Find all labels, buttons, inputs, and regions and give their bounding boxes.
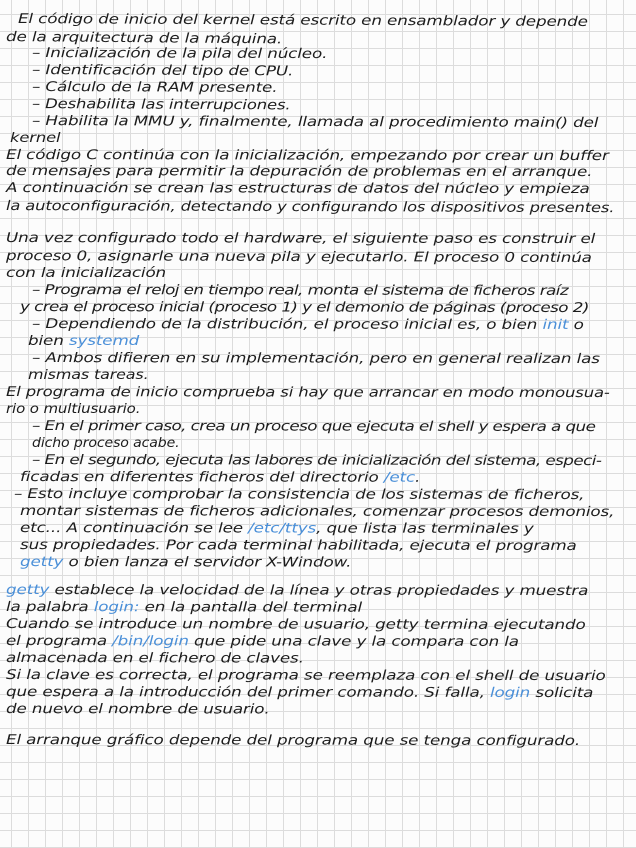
note-text: – En el primer caso, crea un proceso que ejecuta el shell y espera a que: [31, 419, 596, 435]
note-line: [32, 283, 568, 300]
note-text: que pide una clave y la compara con la: [188, 634, 519, 650]
note-text: solicita: [530, 685, 594, 702]
note-text: la palabra: [5, 600, 94, 616]
note-text: – En el segundo, ejecuta las labores de inicialización del sistema, especi-: [31, 453, 602, 469]
note-line: [6, 651, 304, 668]
note-line: [20, 521, 534, 538]
highlighted-term: getty: [19, 555, 64, 571]
note-text: El código C continúa con la inicialización, empezando por crear un buffer: [5, 148, 609, 165]
note-line: [20, 538, 577, 555]
note-text: o bien lanza el servidor X-Window.: [63, 555, 352, 571]
note-text: El programa de inicio comprueba si hay que arrancar en modo monousua-: [5, 385, 610, 402]
highlighted-term: /etc: [383, 470, 416, 486]
note-line: [6, 231, 595, 248]
note-text: de mensajes para permitir la depuración de problemas en el arranque.: [5, 164, 593, 181]
note-text: bien: [28, 334, 69, 349]
note-text: en la pantalla del terminal: [139, 600, 363, 616]
note-line: [6, 685, 593, 702]
note-line: [18, 12, 588, 31]
note-text: El arranque gráfico depende del programa que se tenga configurado.: [5, 733, 581, 750]
note-text: kernel: [10, 131, 61, 146]
note-line: [6, 583, 588, 600]
note-line: [32, 63, 293, 80]
note-text: – Identificación del tipo de CPU.: [31, 63, 294, 80]
note-text: El código de inicio del kernel está escrito en ensamblador y depende: [17, 12, 588, 30]
note-line: [32, 419, 595, 436]
note-text: , que lista las terminales y: [316, 521, 534, 537]
note-text: la autoconfiguración, detectando y configurando los dispositivos presentes.: [5, 199, 615, 217]
note-text: con la inicialización: [6, 266, 167, 281]
note-text: mismas tareas.: [28, 368, 149, 383]
note-line: [32, 453, 601, 470]
note-text: ficadas en diferentes ficheros del directorio: [19, 470, 384, 486]
note-text: – Cálculo de la RAM presente.: [31, 80, 278, 96]
note-text: – Deshabilita las interrupciones.: [31, 97, 291, 114]
highlighted-term: getty: [5, 583, 50, 599]
highlighted-term: /bin/login: [112, 634, 189, 650]
note-text: – Programa el reloj en tiempo real, monta el sistema de ficheros raíz: [31, 283, 569, 299]
note-line: [6, 181, 590, 198]
note-line: [32, 436, 180, 452]
note-line: [6, 199, 614, 217]
note-line: [6, 266, 166, 282]
note-text: el programa: [5, 634, 113, 650]
note-line: [28, 368, 149, 384]
note-line: [14, 487, 584, 504]
note-line: [6, 385, 610, 402]
note-line: [6, 164, 592, 181]
note-text: – Habilita la MMU y, finalmente, llamada al procedimiento main() del: [31, 114, 599, 131]
note-line: [32, 97, 291, 114]
note-line: [28, 334, 139, 350]
highlighted-term: /etc/ttys: [248, 521, 317, 537]
note-text: establece la velocidad de la línea y otras propiedades y muestra: [49, 583, 589, 600]
note-line: [32, 46, 327, 63]
note-line: [20, 504, 614, 521]
note-line: [6, 600, 362, 617]
note-line: [32, 351, 600, 368]
note-text: dicho proceso acabe.: [32, 436, 180, 451]
note-text: Si la clave es correcta, el programa se reemplaza con el shell de usuario: [5, 668, 606, 685]
note-line: [6, 148, 609, 165]
highlighted-term: login:: [93, 600, 140, 616]
note-line: [6, 668, 606, 685]
note-line: [6, 617, 586, 634]
note-text: – Ambos difieren en su implementación, pero en general realizan las: [31, 351, 600, 367]
note-line: [20, 300, 589, 317]
note-line: [6, 634, 519, 651]
note-line: [20, 555, 351, 572]
note-text: sus propiedades. Por cada terminal habilitada, ejecuta el programa: [19, 538, 577, 554]
note-text: etc... A continuación se lee: [19, 521, 249, 537]
note-text: – Esto incluye comprobar la consistencia de los sistemas de ficheros,: [13, 487, 585, 503]
note-text: montar sistemas de ficheros adicionales, comenzar procesos demonios,: [19, 504, 615, 521]
highlighted-term: systemd: [68, 334, 140, 349]
highlighted-term: init: [542, 317, 569, 333]
note-text: Una vez configurado todo el hardware, el siguiente paso es construir el: [5, 231, 596, 248]
note-line: [6, 249, 592, 267]
note-line: [10, 131, 60, 147]
note-line: [20, 470, 420, 487]
note-text: rio o multiusuario.: [6, 402, 141, 417]
note-line: [6, 733, 580, 750]
note-text: que espera a la introducción del primer comando. Si falla,: [5, 685, 491, 701]
note-line: [6, 702, 270, 718]
note-text: y crea el proceso inicial (proceso 1) y el demonio de páginas (proceso 2): [19, 300, 589, 316]
note-text: Cuando se introduce un nombre de usuario, getty termina ejecutando: [5, 617, 586, 634]
note-line: [32, 114, 598, 132]
note-line: [32, 80, 277, 97]
note-line: [6, 402, 140, 418]
note-text: de la arquitectura de la máquina.: [5, 30, 283, 48]
note-text: proceso 0, asignarle una nueva pila y ejecutarlo. El proceso 0 continúa: [5, 249, 592, 267]
note-text: de nuevo el nombre de usuario.: [5, 702, 270, 718]
note-text: – Dependiendo de la distribución, el proceso inicial es, o bien: [31, 317, 543, 333]
highlighted-term: login: [490, 685, 531, 701]
note-text: – Inicialización de la pila del núcleo.: [31, 46, 328, 63]
note-text: A continuación se crean las estructuras de datos del núcleo y empieza: [5, 181, 590, 198]
note-text: .: [415, 470, 421, 486]
note-line: [32, 317, 584, 334]
note-text: almacenada en el fichero de claves.: [5, 651, 304, 667]
note-text: o: [568, 317, 584, 333]
